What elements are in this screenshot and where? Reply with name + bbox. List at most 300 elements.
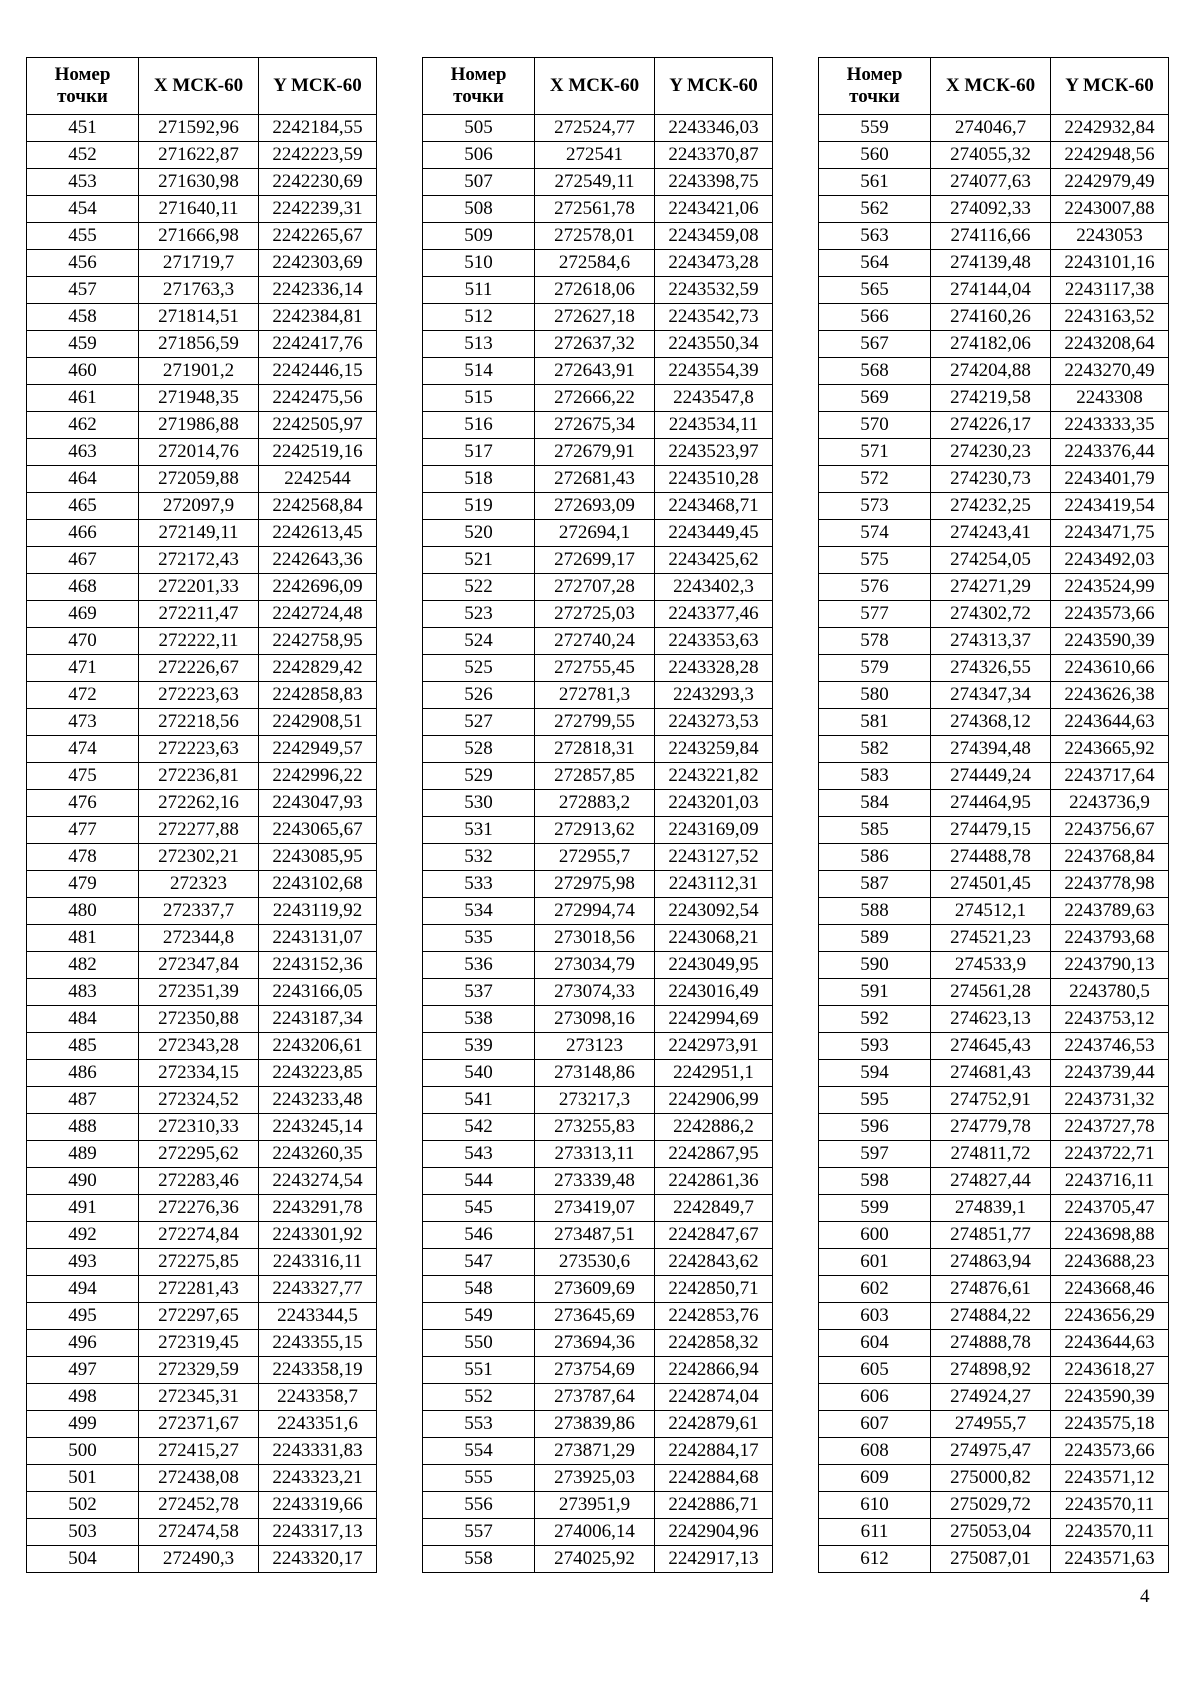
x-coordinate-cell: 274116,66 — [931, 223, 1051, 250]
table-row — [423, 898, 773, 925]
point-number-cell: 536 — [423, 952, 535, 979]
point-number-cell: 554 — [423, 1438, 535, 1465]
point-number-cell: 581 — [819, 709, 931, 736]
y-coordinate-cell: 2243353,63 — [655, 628, 773, 655]
x-coordinate-cell: 274232,25 — [931, 493, 1051, 520]
table-row — [819, 763, 1169, 790]
y-coordinate-header: Y МСК-60 — [1051, 58, 1169, 115]
x-coordinate-cell: 273339,48 — [535, 1168, 655, 1195]
table-row — [819, 1546, 1169, 1573]
y-coordinate-cell: 2242951,1 — [655, 1060, 773, 1087]
y-coordinate-cell: 2243644,63 — [1051, 1330, 1169, 1357]
x-coordinate-cell: 272343,28 — [139, 1033, 259, 1060]
point-number-cell: 502 — [27, 1492, 139, 1519]
point-number-cell: 589 — [819, 925, 931, 952]
point-number-cell: 472 — [27, 682, 139, 709]
y-coordinate-cell: 2243668,46 — [1051, 1276, 1169, 1303]
table-row — [27, 196, 377, 223]
point-number-cell: 603 — [819, 1303, 931, 1330]
point-number-cell: 456 — [27, 250, 139, 277]
point-number-cell: 495 — [27, 1303, 139, 1330]
point-number-cell: 498 — [27, 1384, 139, 1411]
x-coordinate-cell: 272310,33 — [139, 1114, 259, 1141]
table-header-row — [423, 58, 773, 115]
y-coordinate-cell: 2243780,5 — [1051, 979, 1169, 1006]
y-coordinate-cell: 2243790,13 — [1051, 952, 1169, 979]
table-row — [819, 952, 1169, 979]
y-coordinate-cell: 2243221,82 — [655, 763, 773, 790]
point-number-cell: 530 — [423, 790, 535, 817]
x-coordinate-cell: 272350,88 — [139, 1006, 259, 1033]
x-coordinate-cell: 273148,86 — [535, 1060, 655, 1087]
table-header-row — [27, 58, 377, 115]
y-coordinate-cell: 2243223,85 — [259, 1060, 377, 1087]
x-coordinate-cell: 273419,07 — [535, 1195, 655, 1222]
table-row — [27, 1168, 377, 1195]
x-coordinate-cell: 272059,88 — [139, 466, 259, 493]
x-coordinate-cell: 272302,21 — [139, 844, 259, 871]
y-coordinate-cell: 2243333,35 — [1051, 412, 1169, 439]
y-coordinate-cell: 2243698,88 — [1051, 1222, 1169, 1249]
y-coordinate-cell: 2243739,44 — [1051, 1060, 1169, 1087]
table-row — [27, 385, 377, 412]
table-row — [27, 1222, 377, 1249]
table-row — [423, 979, 773, 1006]
x-coordinate-cell: 271986,88 — [139, 412, 259, 439]
point-number-cell: 499 — [27, 1411, 139, 1438]
x-coordinate-cell: 272755,45 — [535, 655, 655, 682]
table-row — [819, 601, 1169, 628]
table-row — [423, 1222, 773, 1249]
y-coordinate-cell: 2242505,97 — [259, 412, 377, 439]
x-coordinate-header: X МСК-60 — [139, 58, 259, 115]
table-row — [423, 1114, 773, 1141]
point-number-cell: 470 — [27, 628, 139, 655]
table-row — [819, 250, 1169, 277]
point-number-cell: 484 — [27, 1006, 139, 1033]
y-coordinate-cell: 2243731,32 — [1051, 1087, 1169, 1114]
y-coordinate-cell: 2243301,92 — [259, 1222, 377, 1249]
x-coordinate-cell: 274955,7 — [931, 1411, 1051, 1438]
x-coordinate-cell: 273754,69 — [535, 1357, 655, 1384]
point-number-cell: 560 — [819, 142, 931, 169]
table-row — [27, 655, 377, 682]
x-coordinate-cell: 272014,76 — [139, 439, 259, 466]
point-number-cell: 462 — [27, 412, 139, 439]
table-row — [423, 601, 773, 628]
y-coordinate-cell: 2243547,8 — [655, 385, 773, 412]
x-coordinate-cell: 272323 — [139, 871, 259, 898]
point-number-cell: 459 — [27, 331, 139, 358]
y-coordinate-cell: 2242996,22 — [259, 763, 377, 790]
point-number-cell: 550 — [423, 1330, 535, 1357]
y-coordinate-cell: 2243016,49 — [655, 979, 773, 1006]
table-row — [819, 1114, 1169, 1141]
x-coordinate-cell: 271901,2 — [139, 358, 259, 385]
x-coordinate-cell: 274144,04 — [931, 277, 1051, 304]
point-number-cell: 542 — [423, 1114, 535, 1141]
x-coordinate-cell: 274898,92 — [931, 1357, 1051, 1384]
x-coordinate-cell: 274230,23 — [931, 439, 1051, 466]
table-row — [819, 790, 1169, 817]
x-coordinate-cell: 273530,6 — [535, 1249, 655, 1276]
y-coordinate-cell: 2243473,28 — [655, 250, 773, 277]
point-number-cell: 492 — [27, 1222, 139, 1249]
x-coordinate-cell: 272694,1 — [535, 520, 655, 547]
point-number-cell: 455 — [27, 223, 139, 250]
y-coordinate-cell: 2243377,46 — [655, 601, 773, 628]
table-row — [423, 1492, 773, 1519]
y-coordinate-cell: 2243358,7 — [259, 1384, 377, 1411]
x-coordinate-cell: 272913,62 — [535, 817, 655, 844]
table-row — [819, 1465, 1169, 1492]
y-coordinate-cell: 2243346,03 — [655, 115, 773, 142]
point-number-cell: 515 — [423, 385, 535, 412]
table-row — [27, 412, 377, 439]
table-row — [423, 1087, 773, 1114]
point-number-cell: 587 — [819, 871, 931, 898]
point-number-cell: 505 — [423, 115, 535, 142]
point-number-header-line2: точки — [453, 86, 504, 107]
y-coordinate-cell: 2243656,29 — [1051, 1303, 1169, 1330]
point-number-cell: 506 — [423, 142, 535, 169]
y-coordinate-cell: 2243291,78 — [259, 1195, 377, 1222]
x-coordinate-cell: 272211,47 — [139, 601, 259, 628]
table-row — [819, 1330, 1169, 1357]
y-coordinate-cell: 2243716,11 — [1051, 1168, 1169, 1195]
y-coordinate-cell: 2243358,19 — [259, 1357, 377, 1384]
y-coordinate-cell: 2243793,68 — [1051, 925, 1169, 952]
point-number-cell: 475 — [27, 763, 139, 790]
point-number-cell: 494 — [27, 1276, 139, 1303]
point-number-cell: 579 — [819, 655, 931, 682]
table-row — [819, 277, 1169, 304]
table-row — [423, 655, 773, 682]
y-coordinate-cell: 2243717,64 — [1051, 763, 1169, 790]
table-row — [819, 169, 1169, 196]
x-coordinate-cell: 273098,16 — [535, 1006, 655, 1033]
table-row — [819, 979, 1169, 1006]
table-row — [819, 1384, 1169, 1411]
y-coordinate-cell: 2242336,14 — [259, 277, 377, 304]
table-row — [819, 1033, 1169, 1060]
y-coordinate-cell: 2243163,52 — [1051, 304, 1169, 331]
x-coordinate-cell: 272172,43 — [139, 547, 259, 574]
point-number-cell: 463 — [27, 439, 139, 466]
x-coordinate-cell: 274533,9 — [931, 952, 1051, 979]
y-coordinate-cell: 2243166,05 — [259, 979, 377, 1006]
x-coordinate-cell: 274521,23 — [931, 925, 1051, 952]
x-coordinate-cell: 272223,63 — [139, 682, 259, 709]
table-row — [819, 466, 1169, 493]
x-coordinate-cell: 274160,26 — [931, 304, 1051, 331]
x-coordinate-cell: 274876,61 — [931, 1276, 1051, 1303]
table-row — [423, 682, 773, 709]
point-number-cell: 493 — [27, 1249, 139, 1276]
point-number-cell: 486 — [27, 1060, 139, 1087]
point-number-cell: 468 — [27, 574, 139, 601]
point-number-cell: 496 — [27, 1330, 139, 1357]
y-coordinate-cell: 2242265,67 — [259, 223, 377, 250]
y-coordinate-cell: 2242948,56 — [1051, 142, 1169, 169]
point-number-header-line2: точки — [57, 86, 108, 107]
point-number-cell: 451 — [27, 115, 139, 142]
point-number-cell: 593 — [819, 1033, 931, 1060]
page-number: 4 — [1140, 1586, 1150, 1607]
table-row — [819, 196, 1169, 223]
table-row — [423, 1303, 773, 1330]
point-number-cell: 609 — [819, 1465, 931, 1492]
y-coordinate-cell: 2243736,9 — [1051, 790, 1169, 817]
y-coordinate-cell: 2243789,63 — [1051, 898, 1169, 925]
point-number-cell: 537 — [423, 979, 535, 1006]
y-coordinate-cell: 2243308 — [1051, 385, 1169, 412]
point-number-cell: 476 — [27, 790, 139, 817]
point-number-cell: 520 — [423, 520, 535, 547]
point-number-cell: 545 — [423, 1195, 535, 1222]
table-row — [27, 790, 377, 817]
point-number-cell: 599 — [819, 1195, 931, 1222]
point-number-cell: 544 — [423, 1168, 535, 1195]
x-coordinate-cell: 272337,7 — [139, 898, 259, 925]
x-coordinate-cell: 272226,67 — [139, 655, 259, 682]
y-coordinate-header: Y МСК-60 — [259, 58, 377, 115]
y-coordinate-cell: 2242384,81 — [259, 304, 377, 331]
x-coordinate-cell: 274313,37 — [931, 628, 1051, 655]
point-number-cell: 583 — [819, 763, 931, 790]
y-coordinate-cell: 2243705,47 — [1051, 1195, 1169, 1222]
x-coordinate-cell: 271592,96 — [139, 115, 259, 142]
table-row — [423, 871, 773, 898]
x-coordinate-cell: 271814,51 — [139, 304, 259, 331]
point-number-cell: 533 — [423, 871, 535, 898]
x-coordinate-cell: 274975,47 — [931, 1438, 1051, 1465]
x-coordinate-cell: 274851,77 — [931, 1222, 1051, 1249]
table-row — [423, 304, 773, 331]
y-coordinate-cell: 2242906,99 — [655, 1087, 773, 1114]
point-number-cell: 518 — [423, 466, 535, 493]
y-coordinate-cell: 2243233,48 — [259, 1087, 377, 1114]
x-coordinate-cell: 274561,28 — [931, 979, 1051, 1006]
x-coordinate-cell: 272452,78 — [139, 1492, 259, 1519]
table-row — [819, 1519, 1169, 1546]
point-number-cell: 460 — [27, 358, 139, 385]
point-number-cell: 473 — [27, 709, 139, 736]
point-number-cell: 558 — [423, 1546, 535, 1573]
y-coordinate-cell: 2242949,57 — [259, 736, 377, 763]
point-number-cell: 497 — [27, 1357, 139, 1384]
x-coordinate-header: X МСК-60 — [931, 58, 1051, 115]
table-row — [27, 1303, 377, 1330]
y-coordinate-cell: 2243293,3 — [655, 682, 773, 709]
y-coordinate-cell: 2243523,97 — [655, 439, 773, 466]
point-number-cell: 555 — [423, 1465, 535, 1492]
table-row — [423, 466, 773, 493]
x-coordinate-cell: 273787,64 — [535, 1384, 655, 1411]
point-number-cell: 535 — [423, 925, 535, 952]
y-coordinate-cell: 2242861,36 — [655, 1168, 773, 1195]
point-number-cell: 519 — [423, 493, 535, 520]
y-coordinate-cell: 2242544 — [259, 466, 377, 493]
point-number-header-line1: Номер — [450, 64, 507, 85]
point-number-cell: 584 — [819, 790, 931, 817]
x-coordinate-cell: 273255,83 — [535, 1114, 655, 1141]
y-coordinate-cell: 2242239,31 — [259, 196, 377, 223]
point-number-cell: 559 — [819, 115, 931, 142]
point-number-cell: 563 — [819, 223, 931, 250]
point-number-cell: 571 — [819, 439, 931, 466]
x-coordinate-header: X МСК-60 — [535, 58, 655, 115]
table-row — [27, 898, 377, 925]
y-coordinate-cell: 2242904,96 — [655, 1519, 773, 1546]
table-row — [27, 1033, 377, 1060]
table-row — [27, 250, 377, 277]
y-coordinate-cell: 2242613,45 — [259, 520, 377, 547]
point-number-cell: 562 — [819, 196, 931, 223]
table-row — [819, 817, 1169, 844]
point-number-cell: 606 — [819, 1384, 931, 1411]
x-coordinate-cell: 274779,78 — [931, 1114, 1051, 1141]
point-number-header-line1: Номер — [54, 64, 111, 85]
table-row — [819, 1438, 1169, 1465]
x-coordinate-cell: 272201,33 — [139, 574, 259, 601]
y-coordinate-cell: 2243510,28 — [655, 466, 773, 493]
x-coordinate-cell: 271719,7 — [139, 250, 259, 277]
point-number-cell: 453 — [27, 169, 139, 196]
table-row — [423, 439, 773, 466]
table-row — [27, 1087, 377, 1114]
y-coordinate-cell: 2243327,77 — [259, 1276, 377, 1303]
table-row — [27, 1357, 377, 1384]
y-coordinate-cell: 2243534,11 — [655, 412, 773, 439]
y-coordinate-cell: 2242884,17 — [655, 1438, 773, 1465]
table-row — [27, 1249, 377, 1276]
x-coordinate-cell: 274488,78 — [931, 844, 1051, 871]
x-coordinate-cell: 272883,2 — [535, 790, 655, 817]
table-row — [27, 979, 377, 1006]
y-coordinate-cell: 2242853,76 — [655, 1303, 773, 1330]
table-row — [27, 304, 377, 331]
point-number-cell: 539 — [423, 1033, 535, 1060]
x-coordinate-cell: 272666,22 — [535, 385, 655, 412]
point-number-cell: 595 — [819, 1087, 931, 1114]
y-coordinate-cell: 2242475,56 — [259, 385, 377, 412]
y-coordinate-cell: 2243402,3 — [655, 574, 773, 601]
table-row — [819, 520, 1169, 547]
table-row — [27, 1465, 377, 1492]
y-coordinate-cell: 2242917,13 — [655, 1546, 773, 1573]
table-row — [423, 196, 773, 223]
y-coordinate-cell: 2242973,91 — [655, 1033, 773, 1060]
x-coordinate-cell: 274464,95 — [931, 790, 1051, 817]
table-row — [27, 1519, 377, 1546]
y-coordinate-header: Y МСК-60 — [655, 58, 773, 115]
point-number-cell: 509 — [423, 223, 535, 250]
table-row — [819, 709, 1169, 736]
x-coordinate-cell: 275053,04 — [931, 1519, 1051, 1546]
table-row — [423, 1546, 773, 1573]
point-number-cell: 516 — [423, 412, 535, 439]
y-coordinate-cell: 2243532,59 — [655, 277, 773, 304]
table-row — [423, 1006, 773, 1033]
x-coordinate-cell: 272097,9 — [139, 493, 259, 520]
point-number-cell: 580 — [819, 682, 931, 709]
x-coordinate-cell: 272740,24 — [535, 628, 655, 655]
table-row — [423, 169, 773, 196]
point-number-cell: 534 — [423, 898, 535, 925]
table-row — [423, 1519, 773, 1546]
table-row — [819, 493, 1169, 520]
x-coordinate-cell: 272818,31 — [535, 736, 655, 763]
table-row — [423, 763, 773, 790]
table-row — [423, 952, 773, 979]
table-row — [423, 142, 773, 169]
point-number-cell: 526 — [423, 682, 535, 709]
table-row — [819, 655, 1169, 682]
y-coordinate-cell: 2242184,55 — [259, 115, 377, 142]
x-coordinate-cell: 273871,29 — [535, 1438, 655, 1465]
table-row — [819, 223, 1169, 250]
x-coordinate-cell: 272344,8 — [139, 925, 259, 952]
table-row — [423, 115, 773, 142]
table-row — [27, 115, 377, 142]
y-coordinate-cell: 2243152,36 — [259, 952, 377, 979]
point-number-cell: 552 — [423, 1384, 535, 1411]
point-number-header — [819, 58, 931, 115]
point-number-cell: 507 — [423, 169, 535, 196]
y-coordinate-cell: 2242643,36 — [259, 547, 377, 574]
x-coordinate-cell: 274811,72 — [931, 1141, 1051, 1168]
x-coordinate-cell: 272955,7 — [535, 844, 655, 871]
x-coordinate-cell: 273839,86 — [535, 1411, 655, 1438]
point-number-cell: 464 — [27, 466, 139, 493]
x-coordinate-cell: 272415,27 — [139, 1438, 259, 1465]
x-coordinate-cell: 272297,65 — [139, 1303, 259, 1330]
point-number-cell: 531 — [423, 817, 535, 844]
table-row — [27, 1411, 377, 1438]
point-number-cell: 485 — [27, 1033, 139, 1060]
point-number-cell: 461 — [27, 385, 139, 412]
x-coordinate-cell: 272281,43 — [139, 1276, 259, 1303]
y-coordinate-cell: 2242886,2 — [655, 1114, 773, 1141]
table-row — [27, 736, 377, 763]
y-coordinate-cell: 2243270,49 — [1051, 358, 1169, 385]
point-number-cell: 553 — [423, 1411, 535, 1438]
y-coordinate-cell: 2243208,64 — [1051, 331, 1169, 358]
x-coordinate-cell: 274092,33 — [931, 196, 1051, 223]
x-coordinate-cell: 272236,81 — [139, 763, 259, 790]
x-coordinate-cell: 272781,3 — [535, 682, 655, 709]
x-coordinate-cell: 272262,16 — [139, 790, 259, 817]
point-number-cell: 575 — [819, 547, 931, 574]
x-coordinate-cell: 272707,28 — [535, 574, 655, 601]
y-coordinate-cell: 2242519,16 — [259, 439, 377, 466]
x-coordinate-cell: 275087,01 — [931, 1546, 1051, 1573]
y-coordinate-cell: 2242908,51 — [259, 709, 377, 736]
point-number-cell: 568 — [819, 358, 931, 385]
point-number-cell: 500 — [27, 1438, 139, 1465]
point-number-cell: 480 — [27, 898, 139, 925]
point-number-cell: 458 — [27, 304, 139, 331]
point-number-cell: 597 — [819, 1141, 931, 1168]
x-coordinate-cell: 273694,36 — [535, 1330, 655, 1357]
y-coordinate-cell: 2243273,53 — [655, 709, 773, 736]
x-coordinate-cell: 272319,45 — [139, 1330, 259, 1357]
table-header-row — [819, 58, 1169, 115]
table-row — [819, 439, 1169, 466]
y-coordinate-cell: 2243320,17 — [259, 1546, 377, 1573]
table-row — [27, 1195, 377, 1222]
